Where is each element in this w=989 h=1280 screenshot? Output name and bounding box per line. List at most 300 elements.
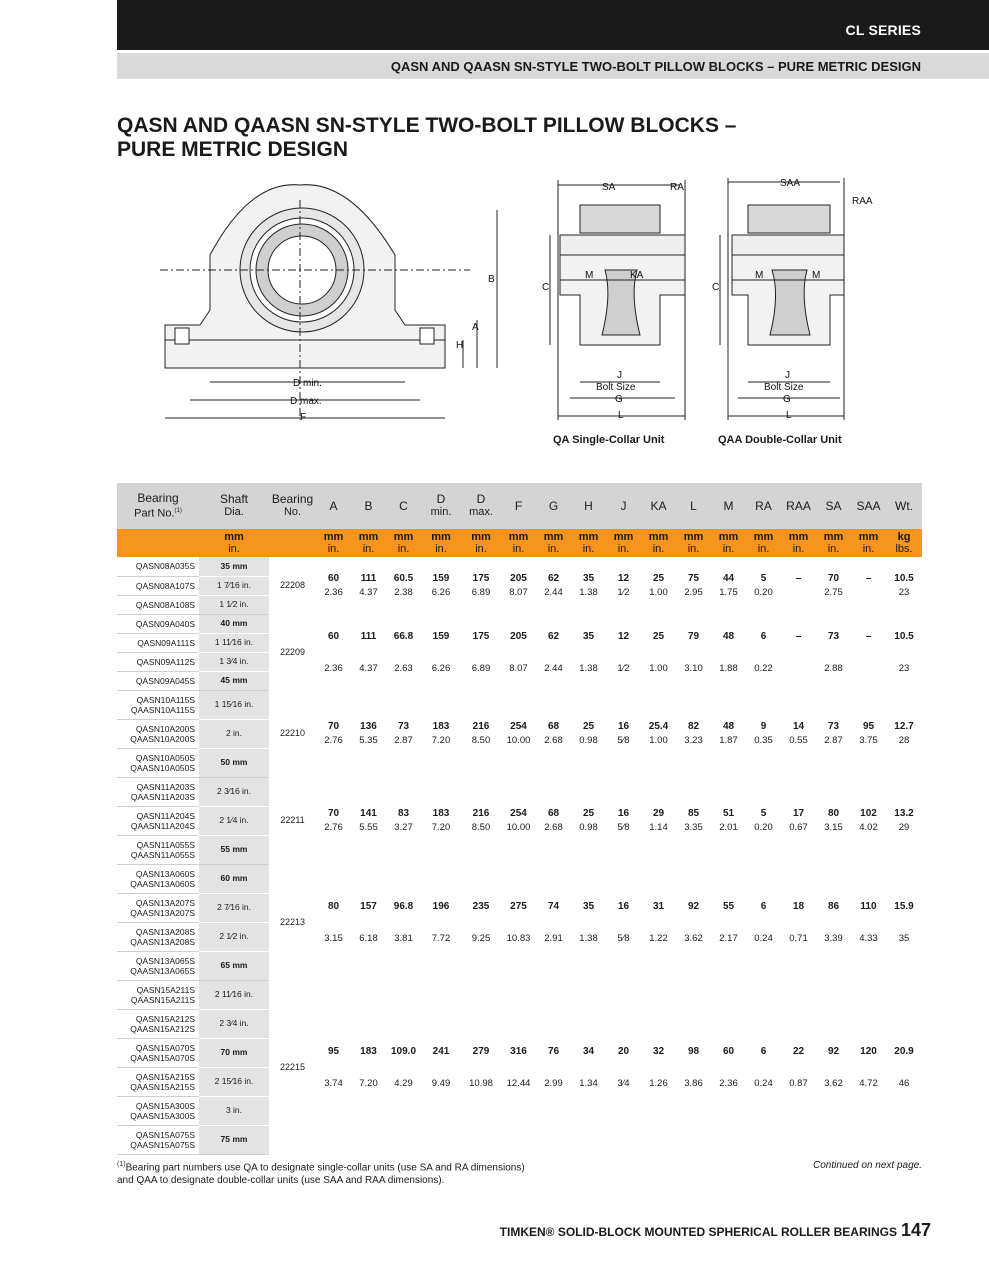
dimension-cell [816,777,851,864]
value-imperial: 12.44 [506,1077,531,1089]
unit-metric: mm [508,531,529,543]
value-spacer [851,1057,886,1075]
part-number: QASN15A070S [135,1042,195,1053]
value-metric: 22 [792,1045,805,1057]
dimension-cell [816,980,851,1154]
table-row [117,614,922,633]
value-imperial: 2.44 [544,587,563,598]
dimension-cell [816,614,851,690]
dimension-cell [421,614,461,690]
value-imperial: 6.26 [431,662,451,674]
column-header [886,483,922,529]
part-number-cell [117,719,199,748]
column-header [199,483,269,529]
value-imperial: 2.44 [544,662,563,674]
dimension-cell [571,864,606,980]
value-spacer [351,1057,386,1075]
value-metric: 83 [397,808,410,819]
shaft-dia-cell: 50 mm [199,748,269,777]
dimension-cell [746,980,781,1154]
bearing-no-cell: 22215 [269,980,316,1154]
value-metric: 31 [652,900,665,912]
dimension-cell [461,614,501,690]
value-metric: 32 [652,1045,665,1057]
value-imperial: 7.20 [431,735,451,746]
part-number: QASN13A207S [135,897,195,908]
dimension-cell [316,557,351,614]
part-number-alt: QAASN11A204S [130,820,195,831]
dimension-cell [461,777,501,864]
value-metric: 25.4 [648,721,669,732]
part-number: QASN09A040S [135,618,195,629]
dimension-cell [606,980,641,1154]
dimension-cell [351,557,386,614]
unit-metric: mm [788,531,809,543]
value-imperial: 4.33 [859,932,878,944]
unit-metric: mm [683,531,704,543]
dimension-cell [606,614,641,690]
value-imperial: 8.07 [509,587,528,598]
units-cell [746,529,781,557]
value-metric: 80 [327,900,340,912]
value-metric: 82 [687,721,700,732]
value-spacer [886,912,922,930]
dimension-cell [316,777,351,864]
section-label: QASN AND QAASN SN-STYLE TWO-BOLT PILLOW BLOCKS – PURE METRIC DESIGN [390,59,921,74]
dimension-cell [711,557,746,614]
bearing-no-cell: 22210 [269,690,316,777]
dimension-cell [316,614,351,690]
bearing-no-cell: 22211 [269,777,316,864]
dimension-cell [501,864,536,980]
part-number-cell [117,1125,199,1154]
column-header-label: D [436,492,446,506]
value-imperial: 2.68 [544,735,563,746]
part-number-alt: QAASN15A212S [130,1023,195,1034]
column-header [746,483,781,529]
column-header [501,483,536,529]
dim-j2-label: J [785,370,790,381]
value-imperial: 7.72 [431,932,451,944]
value-imperial: 2.38 [394,587,413,598]
value-metric: 183 [432,808,450,819]
part-number-cell [117,576,199,595]
unit-metric: mm [578,531,599,543]
dimension-cell [711,777,746,864]
value-imperial: 2.76 [324,735,343,746]
value-imperial: 3.35 [684,822,703,833]
value-spacer [536,642,571,660]
bearing-no-cell: 22209 [269,614,316,690]
value-metric: 44 [722,573,735,584]
unit-imperial: in. [362,543,375,555]
part-number-cell [117,652,199,671]
value-spacer [421,1057,461,1075]
value-imperial: 1.75 [719,587,738,598]
value-metric: 241 [432,1045,450,1057]
value-metric: 60 [327,573,340,584]
value-metric: 35 [582,630,595,642]
value-imperial: 2.87 [824,735,843,746]
dimension-cell [536,557,571,614]
value-imperial: 1.14 [649,822,668,833]
unit-imperial: in. [547,543,560,555]
value-imperial: 4.37 [359,587,378,598]
value-spacer [316,1057,351,1075]
value-imperial: 0.24 [754,932,773,944]
value-metric: 159 [432,573,450,584]
dimension-cell [641,980,676,1154]
dimension-cell [501,557,536,614]
unit-imperial: in. [827,543,840,555]
dim-ka-label: KA [630,270,644,281]
dimension-cell [606,690,641,777]
dimension-cell [851,614,886,690]
value-metric: 76 [547,1045,560,1057]
table-row [117,980,922,1009]
single-collar-caption: QA Single-Collar Unit [553,434,665,446]
footer-text: TIMKEN® SOLID-BLOCK MOUNTED SPHERICAL ROLLER BEARINGS [499,1225,897,1239]
value-spacer [421,642,461,660]
value-metric: 73 [827,721,840,732]
value-imperial: 2.75 [824,587,843,598]
value-spacer [501,1057,536,1075]
units-cell [816,529,851,557]
dim-g2-label: G [783,394,791,405]
value-imperial: 2.88 [824,662,843,674]
unit-metric: mm [543,531,564,543]
value-imperial: 2.99 [544,1077,563,1089]
dimension-cell [351,980,386,1154]
value-imperial: 1.38 [579,662,598,674]
value-metric: 109.0 [390,1045,417,1057]
value-imperial: 8.07 [509,662,528,674]
dimension-cell [351,777,386,864]
value-spacer [501,912,536,930]
dimension-cell [501,690,536,777]
part-number-cell [117,951,199,980]
unit-mm: mm [224,531,244,543]
table-row [117,557,922,576]
value-imperial: 23 [898,662,910,674]
value-imperial: 1⁄2 [617,587,630,598]
value-metric: 12 [617,630,630,642]
value-metric: 183 [432,721,450,732]
column-header-label: A [329,498,338,513]
part-number-alt: QAASN13A208S [130,936,195,947]
part-number-alt: QAASN15A070S [130,1052,195,1063]
dimension-cell [386,690,421,777]
value-imperial: 3.10 [684,662,703,674]
value-spacer [536,1057,571,1075]
dimension-cell [851,980,886,1154]
dim-g-label: G [615,394,623,405]
dimension-cell [571,980,606,1154]
dimension-cell [816,557,851,614]
part-number-cell [117,835,199,864]
dimension-cell [886,777,922,864]
shaft-dia-cell: 2 1⁄4 in. [199,806,269,835]
column-header-label: H [584,498,593,513]
part-number: QASN08A035S [135,561,195,572]
value-metric: 6 [760,900,767,912]
part-number: QASN11A203S [136,781,195,792]
value-imperial: 4.72 [859,1077,878,1089]
value-metric: 70 [327,721,340,732]
value-metric: 92 [827,1045,840,1057]
value-spacer [886,1057,922,1075]
part-number-cell [117,690,199,719]
value-spacer [501,642,536,660]
dimension-cell [421,557,461,614]
value-imperial: 8.50 [471,735,491,746]
part-number-alt: QAASN10A115S [130,704,195,715]
value-spacer [641,642,676,660]
value-spacer [781,642,816,660]
value-imperial: 2.01 [719,822,738,833]
unit-imperial: in. [327,543,340,555]
series-banner [117,0,989,50]
dimension-cell [711,980,746,1154]
value-metric: 20.9 [894,1045,914,1057]
dimension-cell [746,864,781,980]
dimensions-table [117,483,922,1155]
units-blank [269,529,316,557]
units-cell [536,529,571,557]
value-metric: 216 [472,808,490,819]
column-header-sub: Dia. [224,506,244,518]
value-imperial: 2.36 [324,587,343,598]
value-imperial: 0.55 [789,735,808,746]
units-cell [851,529,886,557]
value-imperial: 1.26 [649,1077,668,1089]
dimension-cell [641,690,676,777]
dimension-cell [501,777,536,864]
shaft-dia-cell: 45 mm [199,671,269,690]
part-number-alt: QAASN11A055S [130,849,195,860]
value-metric: – [865,630,872,642]
units-cell [386,529,421,557]
dimension-cell [676,690,711,777]
value-metric: 254 [510,721,527,732]
dimension-cell [461,864,501,980]
units-cell [501,529,536,557]
part-number: QASN10A050S [135,752,195,763]
value-metric: 73 [827,630,840,642]
value-imperial: 3.23 [684,735,703,746]
unit-metric: mm [823,531,844,543]
value-imperial: 0.67 [789,822,808,833]
part-number-cell [117,922,199,951]
shaft-dia-cell: 40 mm [199,614,269,633]
column-header-sub: min. [430,506,452,518]
dim-f-label: F [300,412,307,423]
column-header-label: M [723,498,734,513]
column-header-label: Shaft [219,492,249,506]
dimension-cell [676,980,711,1154]
column-header [117,483,199,529]
column-header-label: D [476,492,486,506]
value-spacer [461,1057,501,1075]
value-spacer [606,642,641,660]
dim-m3-label: M [812,270,821,281]
value-metric: 18 [792,900,805,912]
value-metric: 75 [687,573,700,584]
unit-imperial: in. [687,543,700,555]
dimension-cell [501,980,536,1154]
part-number: QASN13A060S [135,868,195,879]
value-metric: 136 [360,721,377,732]
dimension-cell [421,690,461,777]
units-cell [316,529,351,557]
value-metric: 62 [547,630,560,642]
part-number: QASN11A055S [136,839,195,850]
part-number: QASN10A115S [136,694,195,705]
unit-metric: mm [393,531,414,543]
shaft-dia-cell: 75 mm [199,1125,269,1154]
value-spacer [676,912,711,930]
part-number-alt: QAASN15A300S [130,1110,195,1121]
value-imperial: 2.68 [544,822,563,833]
dimension-cell [816,864,851,980]
value-metric: 48 [722,721,735,732]
part-number-cell [117,893,199,922]
dimension-cell [461,557,501,614]
value-imperial: 4.37 [359,662,378,674]
part-number-cell [117,614,199,633]
value-spacer [641,1057,676,1075]
part-number: QASN11A204S [136,810,195,821]
value-spacer [316,642,351,660]
value-spacer [781,1057,816,1075]
footnote [117,1158,525,1187]
pillow-block-drawing [150,160,890,430]
part-number-cell [117,1067,199,1096]
value-metric: 95 [327,1045,340,1057]
value-spacer [816,642,851,660]
value-imperial: 1.00 [649,587,668,598]
part-number-cell [117,777,199,806]
value-imperial: 8.50 [471,822,491,833]
value-metric: 16 [617,900,630,912]
value-imperial: 1.87 [719,735,738,746]
value-metric: 73 [397,721,410,732]
value-imperial: 6.89 [471,587,491,598]
page-title-line1: QASN AND QAASN SN-STYLE TWO-BOLT PILLOW BLOCKS – [117,114,737,137]
value-imperial: 0.35 [754,735,773,746]
column-header-sub: No. [283,506,302,518]
value-spacer [641,912,676,930]
value-spacer [351,642,386,660]
column-header [316,483,351,529]
dimension-cell [886,614,922,690]
value-metric: 15.9 [894,900,914,912]
column-header [641,483,676,529]
value-spacer [461,642,501,660]
column-header-label: SAA [856,498,881,513]
dimension-cell [386,777,421,864]
dimension-cell [781,864,816,980]
dim-ra-label: RA [670,182,684,193]
value-imperial: 23 [898,587,910,598]
unit-imperial: in. [475,543,487,555]
footnote-marker: (1) [117,1161,126,1168]
value-metric: 17 [792,808,805,819]
value-metric: 70 [327,808,340,819]
unit-metric: mm [613,531,634,543]
dimension-cell [351,614,386,690]
value-imperial: 2.17 [719,932,738,944]
value-spacer [606,912,641,930]
shaft-dia-cell: 1 3⁄4 in. [199,652,269,671]
dimension-cell [746,557,781,614]
shaft-dia-cell: 3 in. [199,1096,269,1125]
part-number-alt: QAASN15A211S [130,994,195,1005]
units-cell [781,529,816,557]
dim-b-label: B [488,274,495,285]
unit-imperial: in. [435,543,447,555]
dimension-cell [886,557,922,614]
value-imperial: 2.63 [394,662,413,674]
value-metric: 48 [722,630,735,642]
dimension-cell [851,690,886,777]
part-number-cell [117,864,199,893]
column-header [571,483,606,529]
value-metric: 6 [760,1045,767,1057]
dimension-cell [641,777,676,864]
part-number-cell [117,633,199,652]
value-spacer [676,642,711,660]
value-metric: 9 [760,721,767,732]
value-metric: – [865,573,872,584]
unit-metric: mm [718,531,739,543]
section-banner [117,53,989,79]
units-cell [641,529,676,557]
shaft-dia-cell: 2 3⁄4 in. [199,1009,269,1038]
column-header-label: L [690,498,697,513]
dimension-cell [711,614,746,690]
dimension-cell [781,614,816,690]
units-cell [421,529,461,557]
column-header [386,483,421,529]
part-number-alt: QAASN13A060S [130,878,195,889]
column-header-label: KA [650,498,667,513]
part-number-cell [117,671,199,690]
value-metric: 25 [582,721,595,732]
value-imperial: 0.87 [789,1077,808,1089]
value-metric: 35 [582,573,595,584]
unit-in: in. [228,543,240,555]
part-number-cell [117,595,199,614]
value-metric: 95 [862,721,875,732]
column-header-sub: Part No.$^{(1)}$ [134,507,182,520]
value-imperial: 1⁄2 [617,662,630,674]
dimension-cell [781,690,816,777]
value-imperial: 1.88 [719,662,738,674]
value-metric: 111 [360,630,377,642]
value-metric: 141 [360,808,377,819]
value-spacer [536,912,571,930]
series-label: CL SERIES [845,22,921,38]
dimension-cell [746,690,781,777]
dimension-cell [746,614,781,690]
value-spacer [386,642,421,660]
part-number-alt: QAASN15A215S [130,1081,195,1092]
dimension-cell [386,557,421,614]
value-imperial [781,587,816,598]
unit-imperial: in. [792,543,805,555]
dimension-cell [781,777,816,864]
